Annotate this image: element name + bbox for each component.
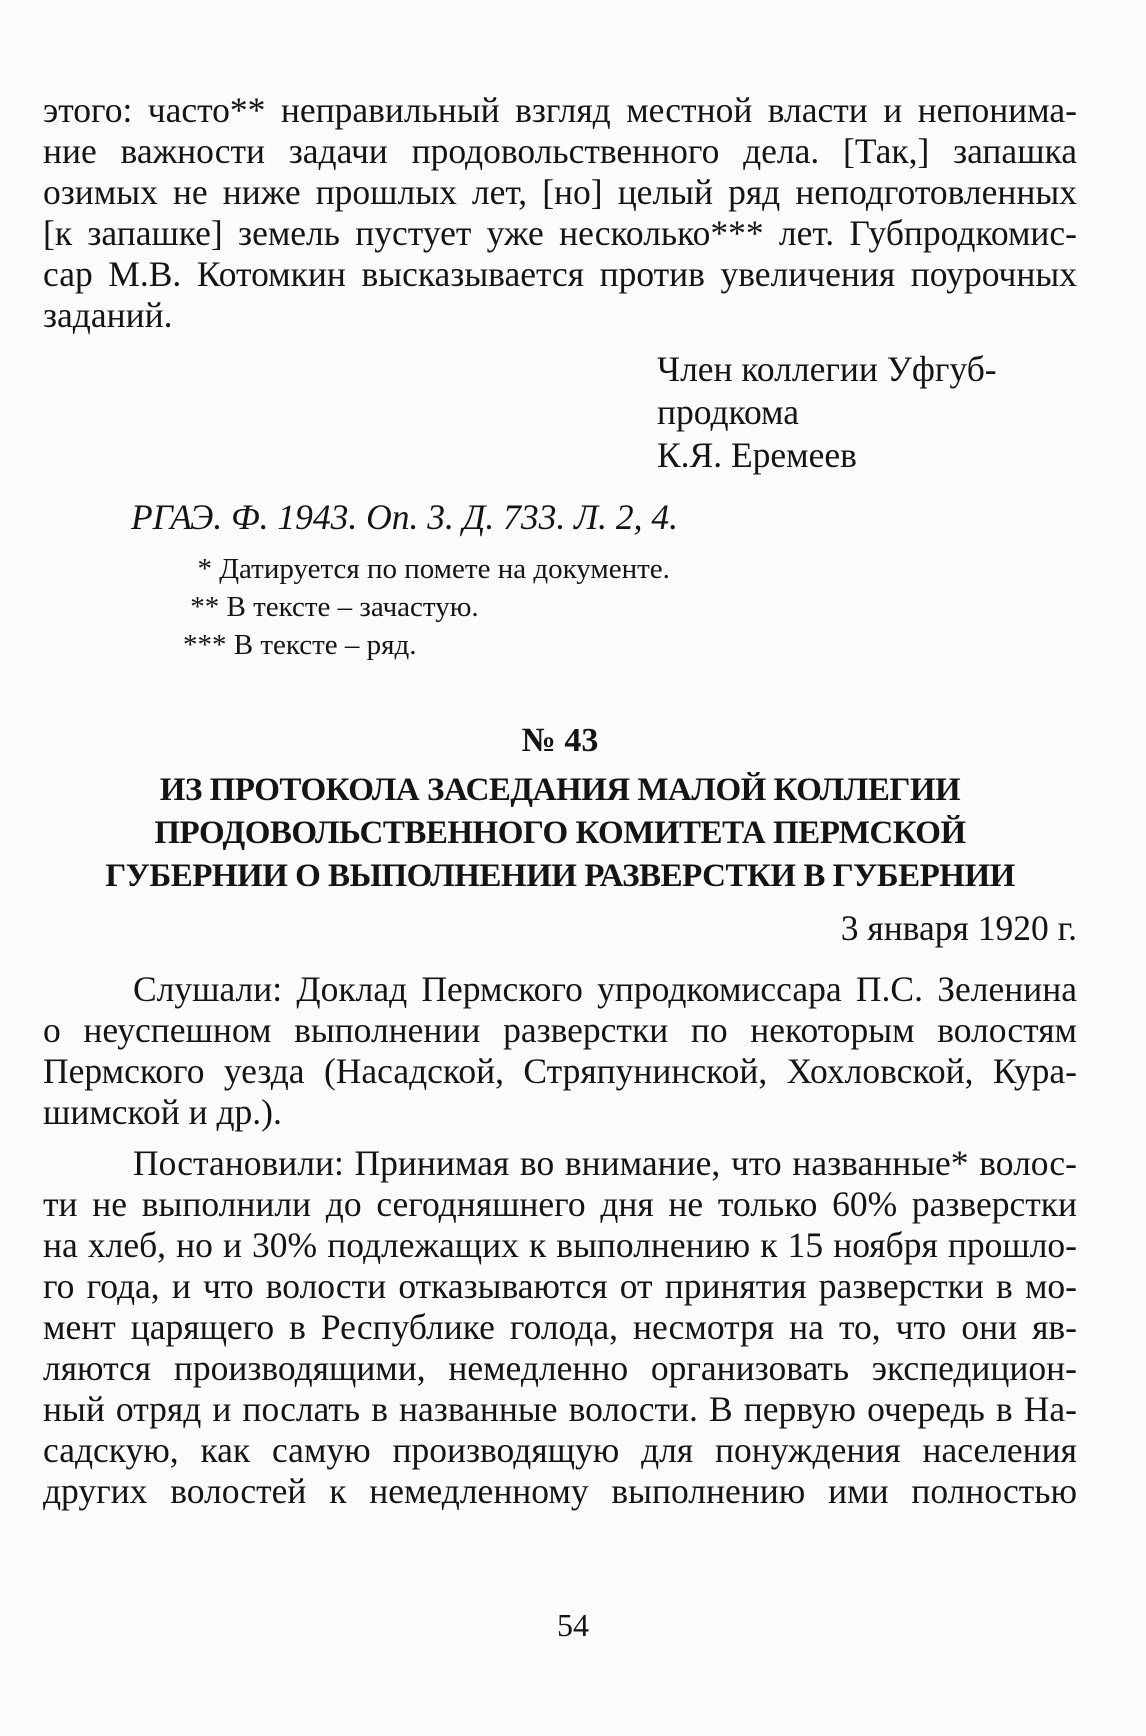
text-line: Слушали: Доклад Пермского упродкомиссара П.С. Зеленина <box>133 969 1077 1009</box>
document-date: 3 января 1920 г. <box>840 908 1077 948</box>
text-line: шимской и др.). <box>43 1092 282 1132</box>
text-line: Постановили: Принимая во внимание, что названные* волос- <box>133 1143 1077 1183</box>
text-line: ти не выполнили до сегодняшнего дня не только 60% разверстки <box>43 1184 1077 1224</box>
document-number: № 43 <box>521 722 599 759</box>
text-line: го года, и что волости отказываются от принятия разверстки в мо- <box>43 1266 1077 1306</box>
text-line: других волостей к немедленному выполнению ими полностью <box>43 1471 1077 1511</box>
page-number: 54 <box>557 1607 589 1643</box>
text-line: мент царящего в Республике голода, несмотря на то, что они яв- <box>43 1307 1077 1347</box>
title-line: ПРОДОВОЛЬСТВЕННОГО КОМИТЕТА ПЕРМСКОЙ <box>154 815 966 851</box>
page-content <box>43 90 1077 1512</box>
text-line: [к запашке] земель пустует уже несколько*** лет. Губпродкомис- <box>43 213 1077 253</box>
text-line: садскую, как самую производящую для понуждения населения <box>43 1430 1077 1470</box>
footnote: ** В тексте – зачастую. <box>183 591 479 623</box>
text-line: сар М.В. Котомкин высказывается против увеличения поурочных <box>43 254 1077 294</box>
text-line: заданий. <box>43 295 173 335</box>
resolved-paragraph <box>43 1143 1077 1512</box>
text-line: ние важности задачи продовольственного дела. [Так,] запашка <box>43 131 1077 171</box>
intro-paragraph <box>43 90 1077 336</box>
signature-block <box>657 348 1077 477</box>
text-line: о неуспешном выполнении разверстки по некоторым волостям <box>43 1010 1077 1050</box>
heard-paragraph <box>43 969 1077 1133</box>
text-line: озимых не ниже прошлых лет, [но] целый ряд неподготовленных <box>43 172 1077 212</box>
text-line: Пермского уезда (Насадской, Стряпунинской, Хохловской, Кура- <box>43 1051 1077 1091</box>
signature-position-line2: продкома <box>657 392 800 432</box>
signature-name: К.Я. Еремеев <box>657 435 857 475</box>
title-line: ИЗ ПРОТОКОЛА ЗАСЕДАНИЯ МАЛОЙ КОЛЛЕГИИ <box>159 772 961 808</box>
signature-position-line1: Член коллегии Уфгуб- <box>657 349 997 389</box>
footnotes <box>43 550 1077 664</box>
archive-source: РГАЭ. Ф. 1943. Оп. 3. Д. 733. Л. 2, 4. <box>131 497 679 537</box>
text-line: ный отряд и послать в названные волости. В первую очередь в На- <box>43 1389 1077 1429</box>
document-title <box>43 769 1077 898</box>
footnote: * Датируется по помете на документе. <box>183 553 670 585</box>
text-line: на хлеб, но и 30% подлежащих к выполнению к 15 ноября прошло- <box>43 1225 1077 1265</box>
footnote: *** В тексте – ряд. <box>183 629 417 661</box>
title-line: ГУБЕРНИИ О ВЫПОЛНЕНИИ РАЗВЕРСТКИ В ГУБЕРНИИ <box>105 858 1015 894</box>
text-line: этого: часто** неправильный взгляд местной власти и непонима- <box>43 90 1077 130</box>
text-line: ляются производящими, немедленно организовать экспедицион- <box>43 1348 1077 1388</box>
